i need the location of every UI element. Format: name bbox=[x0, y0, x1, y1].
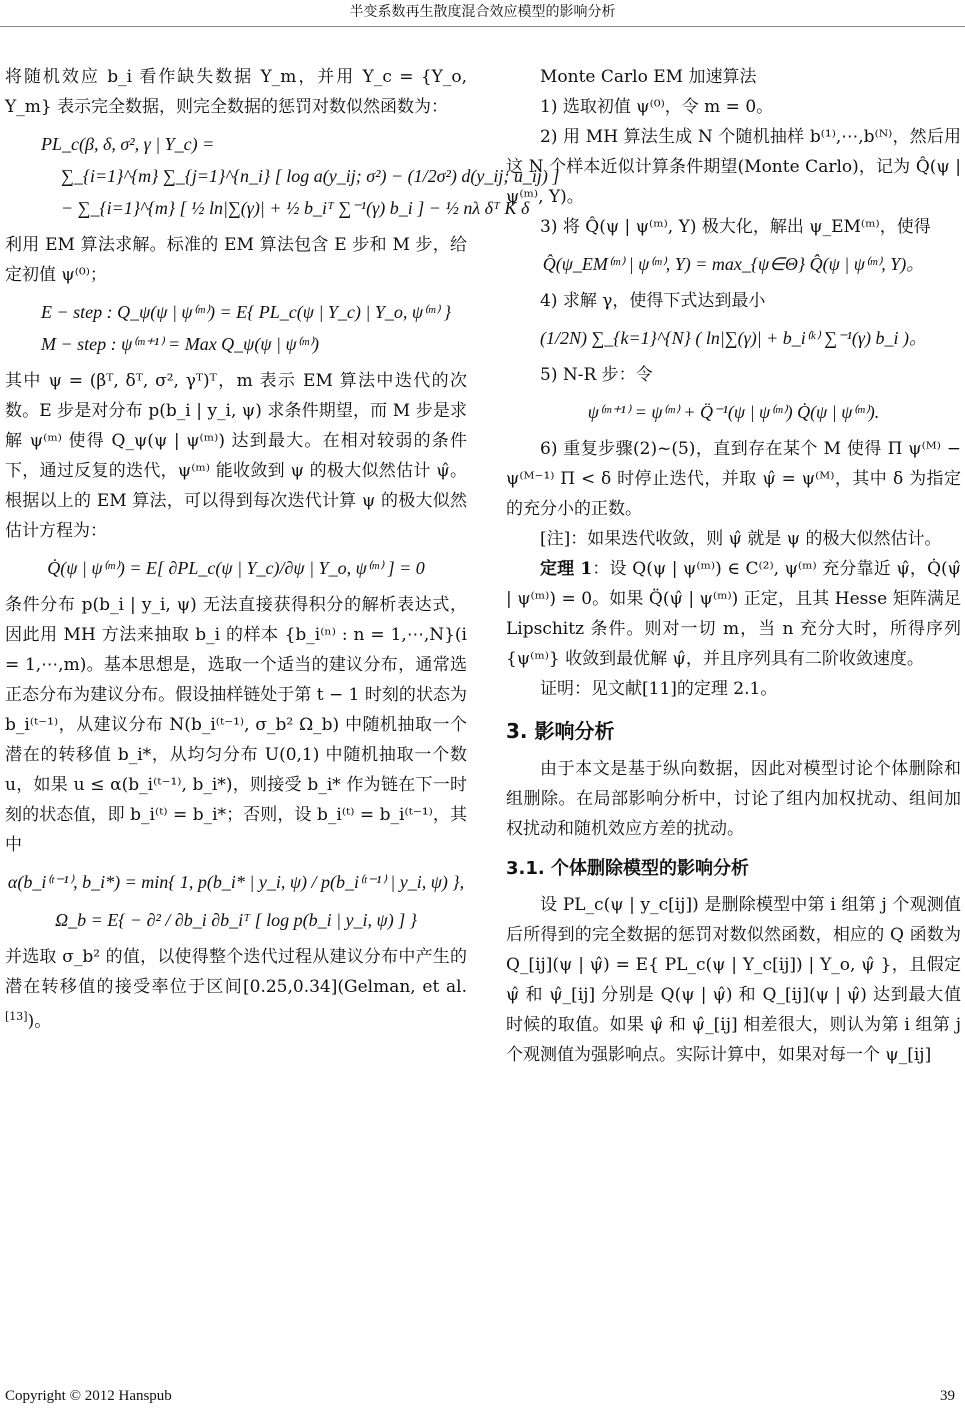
section-heading: 3. 影响分析 bbox=[506, 719, 615, 743]
paragraph-text: )。 bbox=[27, 1011, 52, 1032]
paragraph: 其中 ψ = (βᵀ, δᵀ, σ², γᵀ)ᵀ，m 表示 EM 算法中迭代的次数。E 步是对分布 p(b_i | y_i, ψ) 求条件期望，而 M 步是求解 ψ⁽ᵐ⁾ 使得 Q_ψ(ψ | ψ⁽ᵐ⁾) 达到最大。在相对较弱的条件下，通过反复的迭代，ψ⁽ᵐ⁾ 能收敛到 ψ 的极大似然估计 ψ̂。根据以上的 EM 算法，可以得到每次迭代计算 ψ 的极大似然估计方程为： bbox=[5, 371, 467, 541]
equation-line: M − step : ψ⁽ᵐ⁺¹⁾ = Max Q_ψ(ψ | ψ⁽ᵐ⁾) bbox=[41, 334, 320, 354]
equation-line: − ∑_{i=1}^{m} [ ½ ln|∑(γ)| + ½ b_iᵀ ∑⁻¹(γ) b_i ] − ½ nλ δᵀ K δ bbox=[61, 198, 530, 218]
theorem bbox=[506, 554, 961, 674]
subsection-heading: 3.1. 个体删除模型的影响分析 bbox=[506, 858, 749, 879]
theorem-label: 定理 1 bbox=[540, 559, 593, 579]
algorithm-step: 5) N-R 步：令 bbox=[540, 365, 653, 385]
algorithm-step: 4) 求解 γ，使得下式达到最小 bbox=[540, 291, 766, 311]
equation-score: Q̇(ψ | ψ⁽ᵐ⁾) = E[ ∂PL_c(ψ | Y_c)/∂ψ | Y_o, ψ⁽ᵐ⁾ ] = 0 bbox=[47, 558, 425, 578]
equation-gamma: (1/2N) ∑_{k=1}^{N} ( ln|∑(γ)| + b_i⁽ᵏ⁾ ∑⁻¹(γ) b_i )。 bbox=[539, 328, 928, 348]
paragraph: 条件分布 p(b_i | y_i, ψ) 无法直接获得积分的解析表达式，因此用 MH 方法来抽取 b_i 的样本 {b_i⁽ⁿ⁾ : n = 1,⋯,N}(i = 1,⋯,m)。基本思想是，选取一个适当的建议分布，通常选正态分布为建议分布。假设抽样链处于第 t − 1 时刻的状态为 b_i⁽ᵗ⁻¹⁾，从建议分布 N(b_i⁽ᵗ⁻¹⁾, σ_b² Ω_b) 中随机抽取一个潜在的转移值 b_i*，从均匀分布 U(0,1) 中随机抽取一个数 u，如果 u ≤ α(b_i⁽ᵗ⁻¹⁾, b_i*)，则接受 b_i* 作为链在下一时刻的状态值，即 b_i⁽ᵗ⁾ = b_i*；否则，设 b_i⁽ᵗ⁾ = b_i⁽ᵗ⁻¹⁾，其中 bbox=[5, 595, 467, 855]
running-header bbox=[0, 0, 965, 27]
left-column bbox=[5, 62, 560, 1037]
equation-em-steps bbox=[5, 296, 467, 360]
paragraph: 设 PL_c(ψ | y_c[ij]) 是删除模型中第 i 组第 j 个观测值后所得到的完全数据的惩罚对数似然函数，相应的 Q 函数为 Q_[ij](ψ | ψ̂) = E{ PL_c(ψ | Y_c[ij]) | Y_o, ψ̂ }，且假定 ψ̂ 和 ψ̂_[ij] 分别是 Q(ψ | ψ̂) 和 Q_[ij](ψ | ψ̂) 达到最大值时候的取值。如果 ψ̂ 和 ψ̂_[ij] 相差很大，则认为第 i 组第 j 个观测值为强影响点。实际计算中，如果对每一个 ψ_[ij] bbox=[506, 895, 961, 1065]
algorithm-step: 2) 用 MH 算法生成 N 个随机抽样 b⁽¹⁾,⋯,b⁽ᴺ⁾，然后用这 N 个样本近似计算条件期望(Monte Carlo)，记为 Q̂(ψ | ψ⁽ᵐ⁾, Y)。 bbox=[506, 127, 961, 207]
algorithm-step: 6) 重复步骤(2)~(5)，直到存在某个 M 使得 Π ψ⁽ᴹ⁾ − ψ⁽ᴹ⁻¹⁾ Π < δ 时停止迭代，并取 ψ̂ = ψ⁽ᴹ⁾，其中 δ 为指定的充分小的正数。 bbox=[506, 439, 961, 519]
equation-line: ∑_{i=1}^{m} ∑_{j=1}^{n_i} [ log a(y_ij; σ²) − (1/2σ²) d(y_ij; u_ij) ] bbox=[61, 166, 560, 186]
equation-penalized-loglik bbox=[5, 128, 560, 224]
theorem-text: ：设 Q(ψ | ψ⁽ᵐ⁾) ∈ C⁽²⁾, ψ⁽ᵐ⁾ 充分靠近 ψ̂，Q̇(ψ̂ | ψ⁽ᵐ⁾) = 0。如果 Q̈(ψ̂ | ψ⁽ᵐ⁾) 正定，且其 Hesse 矩阵满足 Lipschitz 条件。则对一切 m，当 n 充分大时，所得序列 {ψ⁽ᵐ⁾} 收敛到最优解 ψ̂，并且序列具有二阶收敛速度。 bbox=[506, 559, 961, 669]
note: [注]：如果迭代收敛，则 ψ̂ 就是 ψ 的极大似然估计。 bbox=[540, 529, 942, 549]
paragraph: 将随机效应 b_i 看作缺失数据 Y_m，并用 Y_c = {Y_o, Y_m} 表示完全数据，则完全数据的惩罚对数似然函数为： bbox=[5, 67, 467, 117]
page-number: 39 bbox=[940, 1388, 955, 1404]
equation-max: Q̂(ψ_EM⁽ᵐ⁾ | ψ⁽ᵐ⁾, Y) = max_{ψ∈Θ} Q̂(ψ | ψ⁽ᵐ⁾, Y)。 bbox=[542, 254, 925, 274]
paragraph bbox=[5, 942, 467, 1037]
equation-omega: Ω_b = E{ − ∂² / ∂b_i ∂b_iᵀ [ log p(b_i | y_i, ψ) ] } bbox=[55, 910, 417, 930]
paragraph: 利用 EM 算法求解。标准的 EM 算法包含 E 步和 M 步，给定初值 ψ⁽⁰⁾； bbox=[5, 235, 467, 285]
right-column bbox=[506, 62, 961, 1070]
algorithm-title: Monte Carlo EM 加速算法 bbox=[540, 67, 757, 87]
equation-acceptance: α(b_i⁽ᵗ⁻¹⁾, b_i*) = min{ 1, p(b_i* | y_i, ψ) / p(b_i⁽ᵗ⁻¹⁾ | y_i, ψ) }, bbox=[7, 872, 465, 892]
equation-newton-raphson: ψ⁽ᵐ⁺¹⁾ = ψ⁽ᵐ⁾ + Q̈⁻¹(ψ | ψ⁽ᵐ⁾) Q̇(ψ | ψ⁽ᵐ⁾). bbox=[587, 402, 880, 422]
equation-line: E − step : Q_ψ(ψ | ψ⁽ᵐ⁾) = E{ PL_c(ψ | Y_c) | Y_o, ψ⁽ᵐ⁾ } bbox=[41, 302, 452, 322]
paragraph-text: 并选取 σ_b² 的值，以使得整个迭代过程从建议分布中产生的潜在转移值的接受率位于区间[0.25,0.34](Gelman, et al. bbox=[5, 947, 467, 997]
proof: 证明：见文献[11]的定理 2.1。 bbox=[540, 679, 778, 699]
paragraph: 由于本文是基于纵向数据，因此对模型讨论个体删除和组删除。在局部影响分析中，讨论了组内加权扰动、组间加权扰动和随机效应方差的扰动。 bbox=[506, 759, 961, 839]
algorithm-step: 1) 选取初值 ψ⁽⁰⁾，令 m = 0。 bbox=[540, 97, 774, 117]
header-title: 半变系数再生散度混合效应模型的影响分析 bbox=[349, 4, 616, 20]
citation: [13] bbox=[5, 1010, 28, 1023]
footer-copyright: Copyright © 2012 Hanspub bbox=[5, 1388, 172, 1404]
equation-line: PL_c(β, δ, σ², γ | Y_c) = bbox=[41, 134, 215, 154]
algorithm-step: 3) 将 Q̂(ψ | ψ⁽ᵐ⁾, Y) 极大化，解出 ψ_EM⁽ᵐ⁾，使得 bbox=[540, 217, 931, 237]
